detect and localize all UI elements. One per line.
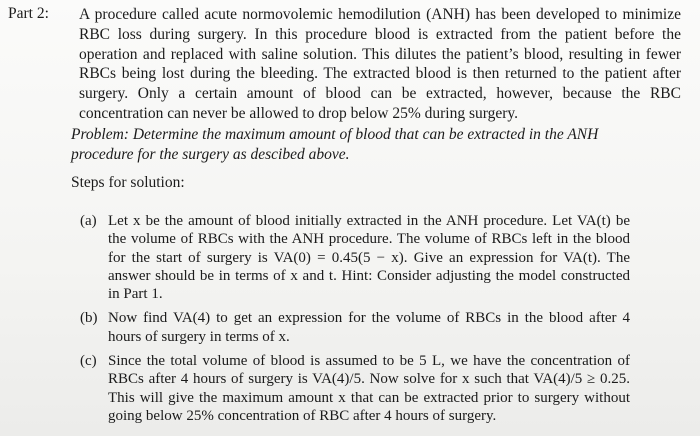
step-letter: (b)	[80, 310, 98, 327]
step-letter: (c)	[80, 353, 97, 370]
solution-steps-list	[80, 212, 630, 431]
step-text: Since the total volume of blood is assumed to be 5 L, we have the concentration of RBCs after 4 hours of surgery is VA(4)/5. Now solve for x such that VA(4)/5 ≥ 0.25. This will give the maximum amount x that can be extracted prior to surgery without going below 25% concentration of RBC after 4 hours of surgery.	[108, 353, 630, 424]
step-text: Now find VA(4) to get an expression for the volume of RBCs in the blood after 4 hours of surgery in terms of x.	[108, 310, 630, 345]
step-letter: (a)	[80, 213, 97, 229]
step-item-b	[80, 309, 630, 346]
intro-paragraph: A procedure called acute normovolemic hemodilution (ANH) has been developed to minimize RBC loss during surgery. In this procedure blood is extracted from the patient before the operation and replaced with saline solution. This dilutes the patient’s blood, resulting in fewer RBCs being lost during the bleeding. The extracted blood is then returned to the patient after surgery. Only a certain amount of blood can be extracted, however, because the RBC concentration can never be allowed to drop below 25% during surgery.	[79, 6, 681, 122]
problem-statement: Problem: Determine the maximum amount of blood that can be extracted in the ANH procedure for the surgery as descibed above.	[71, 126, 599, 163]
step-text: Let x be the amount of blood initially extracted in the ANH procedure. Let VA(t) be the volume of RBCs with the ANH procedure. The volume of RBCs left in the blood for the start of surgery is VA(0) = 0.45(5 − x). Give an expression for VA(t). The answer should be in terms of x and t. Hint: Consider adjusting the model constructed in Part 1.	[108, 213, 630, 303]
step-item-c	[80, 352, 630, 425]
steps-heading: Steps for solution:	[71, 174, 185, 191]
part-label: Part 2:	[8, 5, 49, 22]
step-item-a	[80, 212, 630, 303]
